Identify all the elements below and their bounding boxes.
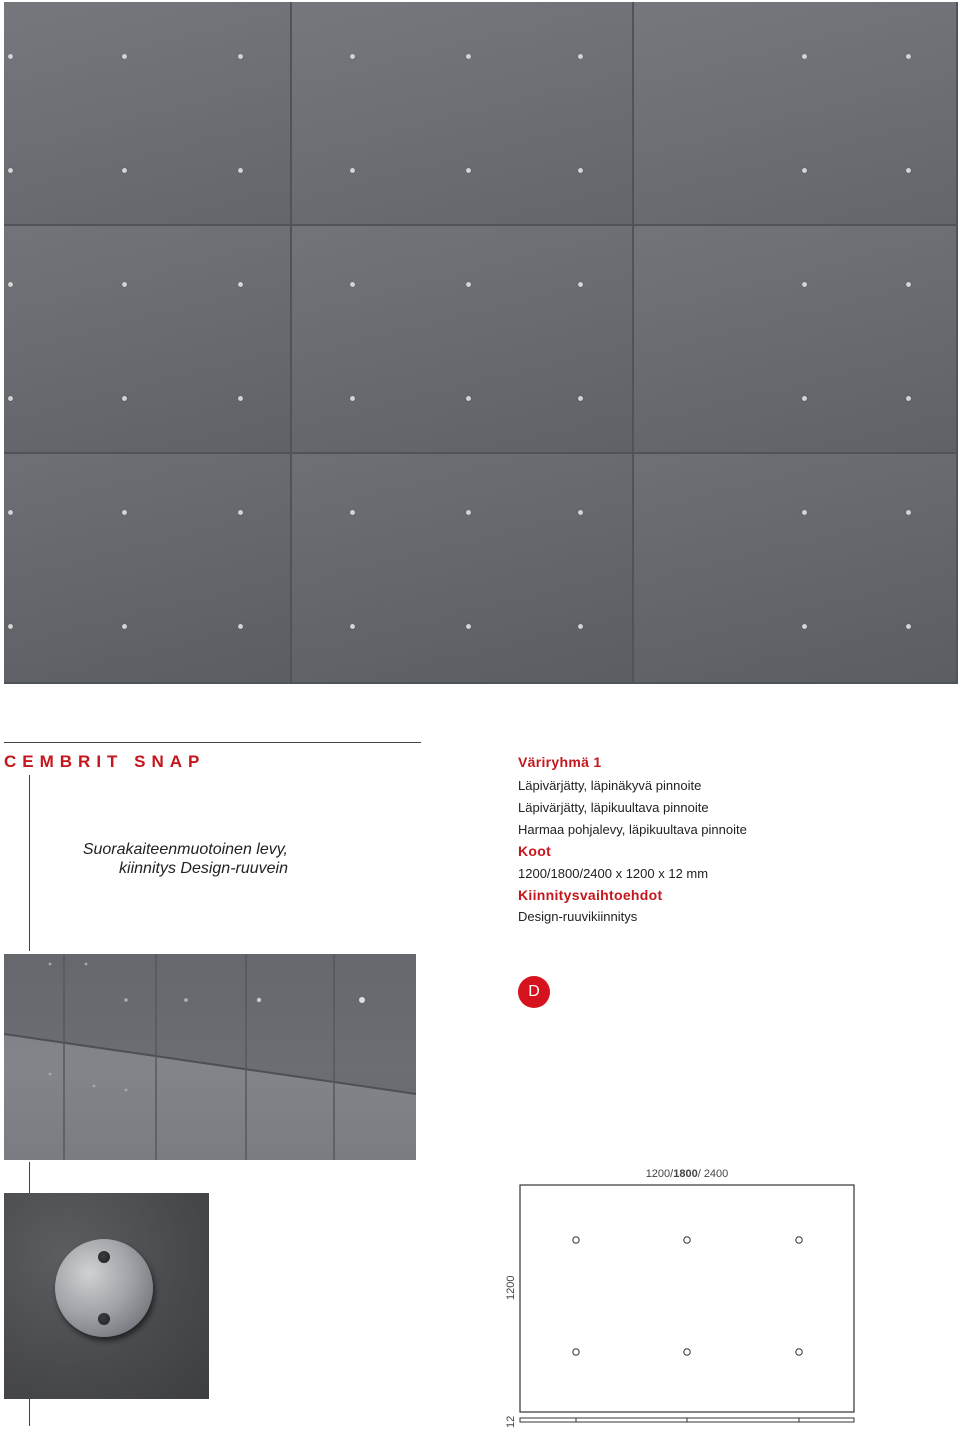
screw-head	[466, 624, 471, 629]
screw-hole-mark	[573, 1237, 579, 1243]
height-dimension-label: 1200	[505, 1275, 517, 1300]
subtitle-line-1: Suorakaiteenmuotoinen levy,	[82, 841, 288, 858]
screw-head	[238, 168, 243, 173]
screw-head	[8, 624, 13, 629]
design-screw-closeup-photo	[4, 1193, 209, 1399]
screw-head	[906, 624, 911, 629]
screw-head	[802, 396, 807, 401]
subtitle-line-2: kiinnitys Design-ruuvein	[119, 860, 288, 877]
screw-head	[122, 396, 127, 401]
screw-hole	[98, 1251, 110, 1263]
facade-panel	[292, 2, 634, 226]
finish-item: Läpivärjätty, läpikuultava pinnoite	[518, 800, 709, 815]
fixing-heading: Kiinnitysvaihtoehdot	[518, 887, 663, 903]
facade-panel	[292, 226, 634, 454]
screw-head	[8, 510, 13, 515]
facade-panel	[634, 454, 958, 684]
facade-panel	[4, 226, 292, 454]
fixing-type-badge: D	[518, 976, 550, 1008]
screw-head	[238, 54, 243, 59]
screw-head	[8, 54, 13, 59]
screw-head	[466, 168, 471, 173]
screw-head	[578, 54, 583, 59]
screw-head	[906, 54, 911, 59]
screw-head	[906, 396, 911, 401]
product-title: CEMBRIT SNAP	[4, 752, 206, 771]
product-subtitle	[30, 840, 288, 878]
screw-hole-mark	[573, 1349, 579, 1355]
screw-head	[238, 396, 243, 401]
screw-head	[578, 168, 583, 173]
screw-head	[578, 624, 583, 629]
screw-head	[802, 54, 807, 59]
screw-head	[122, 282, 127, 287]
screw-head	[238, 624, 243, 629]
facade-panel	[4, 2, 292, 226]
panel-technical-drawing	[490, 1160, 870, 1430]
sizes-value: 1200/1800/2400 x 1200 x 12 mm	[518, 866, 709, 881]
screw-head	[466, 282, 471, 287]
thickness-dimension-label: 12	[505, 1415, 517, 1428]
screw-head	[122, 54, 127, 59]
screw-head	[578, 396, 583, 401]
screw-head	[802, 510, 807, 515]
sizes-heading: Koot	[518, 843, 552, 859]
facade-panels-photo	[4, 2, 958, 684]
screw-head	[466, 396, 471, 401]
title-rule	[4, 742, 421, 743]
screw-head	[8, 282, 13, 287]
screw-head	[906, 282, 911, 287]
screw-hole-mark	[796, 1349, 802, 1355]
screw-head	[350, 282, 355, 287]
screw-head	[350, 396, 355, 401]
screw-hole-mark	[796, 1237, 802, 1243]
screw-head	[802, 624, 807, 629]
screw-hole	[98, 1313, 110, 1325]
screw-head	[238, 282, 243, 287]
screw-head	[906, 168, 911, 173]
width-dimension-label: 1200/1800/ 2400	[645, 1168, 729, 1180]
screw-head	[578, 510, 583, 515]
screw-head	[578, 282, 583, 287]
screw-head	[802, 168, 807, 173]
screw-hole-mark	[684, 1349, 690, 1355]
panel-outline	[520, 1185, 854, 1412]
color-group-heading: Väriryhmä 1	[518, 754, 602, 770]
screw-head	[466, 510, 471, 515]
facade-panel	[634, 2, 958, 226]
screw-head	[802, 282, 807, 287]
facade-panel	[292, 454, 634, 684]
screw-head	[350, 624, 355, 629]
finish-item: Läpivärjätty, läpinäkyvä pinnoite	[518, 778, 702, 793]
facade-panel	[4, 454, 292, 684]
screw-head	[122, 510, 127, 515]
screw-head	[8, 396, 13, 401]
screw-head	[122, 168, 127, 173]
screw-head	[906, 510, 911, 515]
facade-panel	[634, 226, 958, 454]
facade-seams	[4, 954, 416, 1160]
screw-hole-mark	[684, 1237, 690, 1243]
screw-head	[350, 54, 355, 59]
screw-head	[350, 168, 355, 173]
screw-head	[122, 624, 127, 629]
fixing-value: Design-ruuvikiinnitys	[518, 909, 638, 924]
facade-perspective-photo	[4, 954, 416, 1160]
screw-head	[8, 168, 13, 173]
screw-head	[350, 510, 355, 515]
screw-head	[466, 54, 471, 59]
finish-item: Harmaa pohjalevy, läpikuultava pinnoite	[518, 822, 747, 837]
design-screw-head	[55, 1239, 153, 1337]
screw-head	[238, 510, 243, 515]
